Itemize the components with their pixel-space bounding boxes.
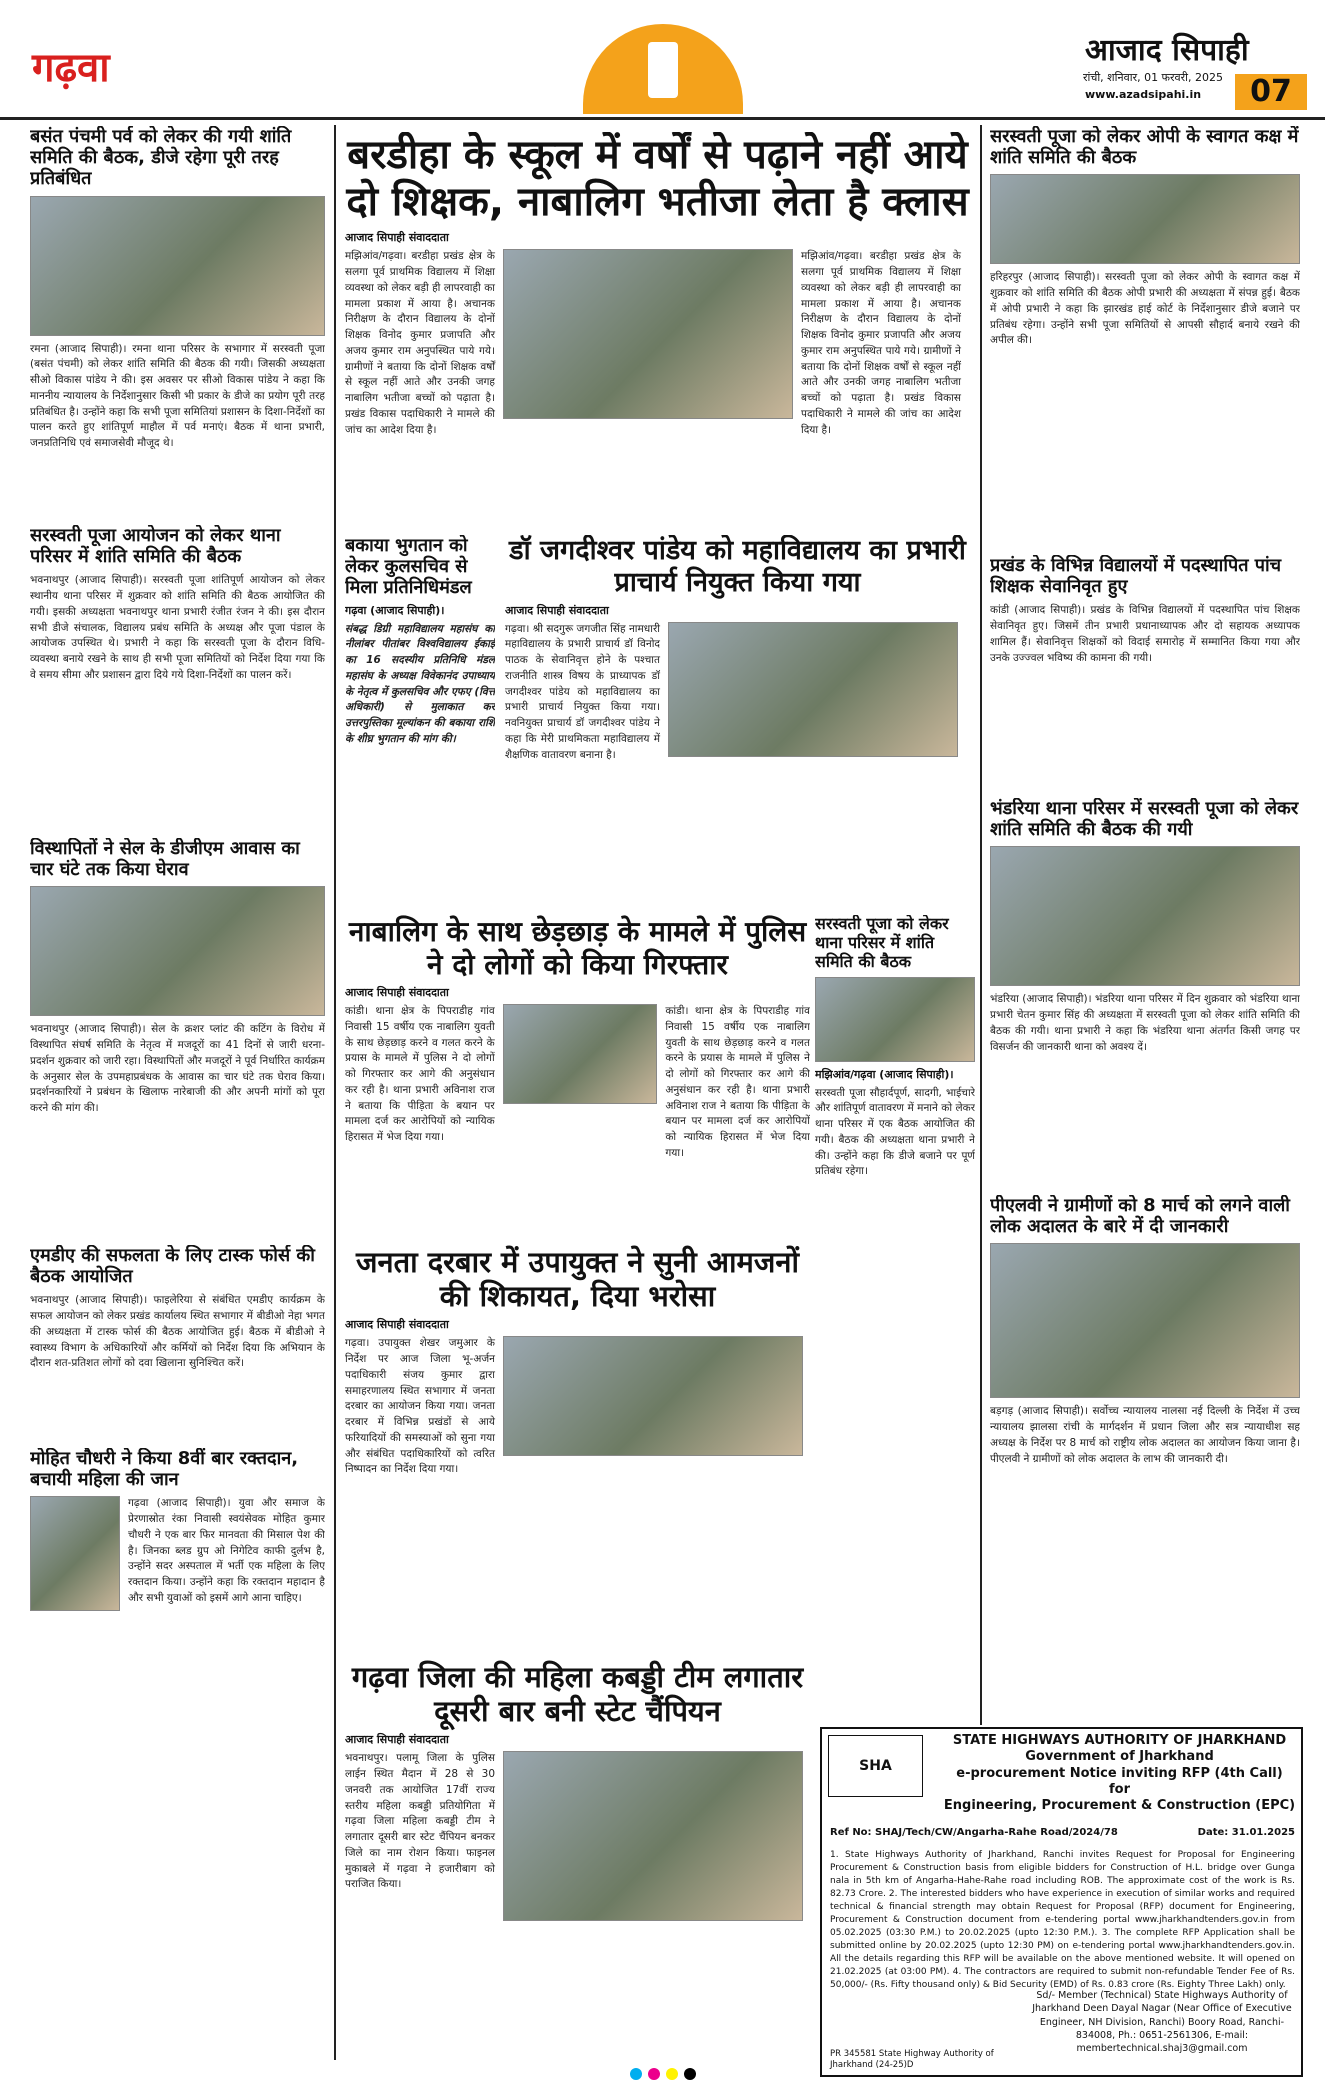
sha-logo: SHA bbox=[828, 1735, 923, 1797]
ad-date: Date: 31.01.2025 bbox=[1197, 1827, 1295, 1838]
headline: प्रखंड के विभिन्न विद्यालयों में पदस्थापित पांच शिक्षक सेवानिवृत हुए bbox=[990, 555, 1282, 598]
headline: बरडीहा के स्कूल में वर्षों से पढ़ाने नहीं आये दो शिक्षक, नाबालिग भतीजा लेता है क्लास bbox=[346, 132, 969, 226]
headline: मोहित चौधरी ने किया 8वीं बार रक्तदान, बचायी महिला की जान bbox=[30, 1448, 299, 1491]
pen-emblem-icon bbox=[583, 24, 743, 114]
story-body: भवनाथपुर (आजाद सिपाही)। सेल के क्रशर प्लांट की कटिंग के विरोध में विस्थापित संघर्ष समिति के नेतृत्व में मजदूरों का 41 दिनों से जारी धरना-प्रदर्शन शुक्रवार को जारी रहा। विस्थापितों और मजदूरों ने पूर्व निर्धारित कार्यक्रम के अनुसार सेल के उपमहाप्रबंधक के आवास का चार घंटे तक घेराव किया। प्रदर्शनकारियों ने प्रबंधन के खिलाफ नारेबाजी की और अपनी मांगों को पूरा करने की मांग की। bbox=[30, 1023, 325, 1115]
story-body: भवनाथपुर (आजाद सिपाही)। फाइलेरिया से संबंधित एमडीए कार्यक्रम के सफल आयोजन को लेकर प्रखंड कार्यालय स्थित सभागार में बीडीओ नेहा भगत की अध्यक्षता में टास्क फोर्स की बैठक आयोजित हुई। बैठक में बीडीओ ने स्वास्थ्य विभाग के अधिकारियों और कर्मियों को निर्देश दिया कि अभियान के दौरान शत-प्रतिशत लोगों को दवा खिलाना सुनिश्चित करें। bbox=[30, 1294, 325, 1370]
story-photo bbox=[30, 1496, 120, 1611]
headline: बसंत पंचमी पर्व को लेकर की गयी शांति समिति की बैठक, डीजे रहेगा पूरी तरह प्रतिबंधित bbox=[30, 126, 292, 190]
story-saraswati-majhiaon bbox=[815, 915, 975, 1275]
byline: आजाद सिपाही संवाददाता bbox=[345, 1318, 449, 1332]
headline: एमडीए की सफलता के लिए टास्क फोर्स की बैठक आयोजित bbox=[30, 1245, 315, 1288]
headline: सरस्वती पूजा को लेकर थाना परिसर में शांति समिति की बैठक bbox=[815, 915, 949, 971]
story-teachers-retired bbox=[990, 555, 1300, 790]
story-body-continued: मझिआंव/गढ़वा। बरडीहा प्रखंड क्षेत्र के सलगा पूर्व प्राथमिक विद्यालय में शिक्षा व्यवस्था को लेकर बड़ी ही लापरवाही का मामला प्रकाश में आया है। अचानक निरीक्षण के दौरान विद्यालय के दोनों शिक्षक विनोद कुमार प्रजापति और अजय कुमार राम अनुपस्थित पाये गये। ग्रामीणों ने बताया कि दोनों शिक्षक वर्षों से स्कूल नहीं आते और उनकी जगह नाबालिग भतीजा बच्चों को पढ़ाता है। प्रखंड विकास पदाधिकारी ने मामले की जांच का आदेश दिया है। bbox=[801, 250, 961, 436]
story-kabaddi-champion bbox=[345, 1660, 810, 2060]
story-blood-donation bbox=[30, 1448, 325, 2058]
story-photo bbox=[30, 886, 325, 1016]
column-rule bbox=[334, 125, 336, 2060]
ad-heading-line: e-procurement Notice inviting RFP (4th Call) bbox=[956, 1765, 1283, 1781]
ad-heading-line: Government of Jharkhand bbox=[1025, 1749, 1214, 1765]
story-body: भवनाथपुर (आजाद सिपाही)। सरस्वती पूजा शांतिपूर्ण आयोजन को लेकर स्थानीय थाना परिसर में शुक्रवार को शांति समिति की बैठक आयोजित की गयी। इसकी अध्यक्षता भवनाथपुर थाना प्रभारी रंजीत रंजन ने की। इस दौरान सभी डीजे संचालक, विद्यालय प्रबंध समिति के अध्यक्ष और पूजा पंडाल के आयोजक उपस्थित थे। प्रभारी ने कहा कि सरस्वती पूजा के दौरान विधि-व्यवस्था बनाये रखने के साथ ही सभी पूजा समितियों को निर्देश दिया गया कि वे समय सीमा और प्रशासन द्वारा दिये गये दिशा-निर्देशों का पालन करें। bbox=[30, 574, 325, 681]
byline: आजाद सिपाही संवाददाता bbox=[505, 603, 609, 617]
color-registration-marks bbox=[0, 2064, 1325, 2084]
headline: भंडरिया थाना परिसर में सरस्वती पूजा को लेकर शांति समिति की बैठक की गयी bbox=[990, 798, 1299, 841]
headline: नाबालिग के साथ छेड़छाड़ के मामले में पुलिस ने दो लोगों को किया गिरफ्तार bbox=[348, 915, 807, 982]
column-rule bbox=[980, 125, 982, 1725]
story-principal-appointed bbox=[505, 535, 970, 910]
story-body: गढ़वा (आजाद सिपाही)। युवा और समाज के प्रेरणास्रोत रंका निवासी स्वयंसेवक मोहित कुमार चौधरी ने एक बार फिर मानवता की मिसाल पेश की है। जिनका ब्लड ग्रुप ओ निगेटिव काफी दुर्लभ है, उन्होंने सदर अस्पताल में भर्ती एक महिला के लिए रक्तदान किया। उन्होंने कहा कि रक्तदान महादान है और सभी युवाओं को इसमें आगे आना चाहिए। bbox=[128, 1497, 325, 1604]
story-body: भवनाथपुर। पलामू जिला के पुलिस लाईन स्थित मैदान में 28 से 30 जनवरी तक आयोजित 17वीं राज्य स्तरीय महिला कबड्डी प्रतियोगिता में गढ़वा जिला महिला कबड्डी टीम ने लगातार दूसरी बार स्टेट चैंपियन बनकर जिले का नाम रोशन किया। फाइनल मुकाबले में गढ़वा ने हजारीबाग को पराजित किया। bbox=[345, 1752, 495, 1891]
story-lok-adalat bbox=[990, 1195, 1300, 1720]
headline: पीएलवी ने ग्रामीणों को 8 मार्च को लगने वाली लोक अदालत के बारे में दी जानकारी bbox=[990, 1195, 1290, 1238]
story-photo bbox=[990, 846, 1300, 986]
yellow-dot-icon bbox=[666, 2068, 678, 2080]
black-dot-icon bbox=[684, 2068, 696, 2080]
ad-meta bbox=[830, 1827, 1295, 1838]
story-saraswati-bhawnathpur bbox=[30, 525, 325, 830]
story-saraswati-hariharpur bbox=[990, 126, 1300, 546]
story-photo bbox=[503, 1336, 803, 1456]
story-photo-team bbox=[503, 1751, 803, 1921]
story-body: गढ़वा। श्री सदगुरू जगजीत सिंह नामधारी महाविद्यालय के प्रभारी प्राचार्य डॉ विनोद पाठक के सेवानिवृत्त होने के पश्चात राजनीति शास्त्र विषय के प्राध्यापक डॉ जगदीश्वर पांडेय को महाविद्यालय का प्रभारी प्राचार्य नियुक्त किया गया। नवनियुक्त प्राचार्य डॉ जगदीश्वर पांडेय ने कहा कि मेरी प्राथमिकता महाविद्यालय में शैक्षणिक वातावरण बनाना है। bbox=[505, 622, 660, 761]
story-janta-darbar bbox=[345, 1245, 810, 1655]
story-bhandariya-peace-meeting bbox=[990, 798, 1300, 1188]
website: www.azadsipahi.in bbox=[1085, 88, 1202, 101]
story-body: मझिआंव/गढ़वा। बरडीहा प्रखंड क्षेत्र के सलगा पूर्व प्राथमिक विद्यालय में शिक्षा व्यवस्था को लेकर बड़ी ही लापरवाही का मामला प्रकाश में आया है। अचानक निरीक्षण के दौरान विद्यालय के दोनों शिक्षक विनोद कुमार प्रजापति और अजय कुमार राम अनुपस्थित पाये गये। ग्रामीणों ने बताया कि दोनों शिक्षक वर्षों से स्कूल नहीं आते और उनकी जगह नाबालिग भतीजा बच्चों को पढ़ाता है। प्रखंड विकास पदाधिकारी ने मामले की जांच का आदेश दिया है। bbox=[345, 250, 495, 436]
headline: सरस्वती पूजा को लेकर ओपी के स्वागत कक्ष में शांति समिति की बैठक bbox=[990, 126, 1299, 169]
ad-body: 1. State Highways Authority of Jharkhand, Ranchi invites Request for Proposal for Engineering Procurement & Construction basis from eligible bidders for Construction of H.L. bridge over Gunga nala in 5th km of Angarha-Hahe-Rahe road including ROB. The approximate cost of the work is Rs. 82.73 Crore. 2. The interested bidders who have experience in execution of similar works and required technical & financial strength may obtain Request for Proposal (RFP) document for Engineering, Procurement & Construction document from e-tendering portal www.jharkhandtenders.gov.in from 05.02.2025 (03:30 P.M.) to 20.02.2025 (upto 12:30 P.M.). 3. The complete RFP Application shall be submitted online by 20.02.2025 (upto 12:30 PM) on e-tendering portal www.jharkhandtenders.gov.in. All the details regarding this RFP will be available on the above mentioned website. It will opened on 21.02.2025 (at 03:00 PM). 4. The contractors are required to submit non-refundable Tender Fee of Rs. 50,000/- (Rs. Fifty thousand only) & Bid Security (EMD) of Rs. 0.83 crore (Rs. Eighty Three Lakh) only. bbox=[830, 1850, 1295, 1991]
story-body: कांडी (आजाद सिपाही)। प्रखंड के विभिन्न विद्यालयों में पदस्थापित पांच शिक्षक सेवानिवृत हुए। जिसमें तीन प्रभारी प्रधानाध्यापक और दो सहायक अध्यापक शामिल हैं। सेवानिवृत्त शिक्षकों को विदाई समारोह में सम्मानित किया गया और उनके उज्ज्वल भविष्य की कामना की गयी। bbox=[990, 604, 1300, 664]
story-sail-gherao bbox=[30, 838, 325, 1238]
magenta-dot-icon bbox=[648, 2068, 660, 2080]
byline: आजाद सिपाही संवाददाता bbox=[345, 986, 449, 1000]
byline: मझिआंव/गढ़वा (आजाद सिपाही)। bbox=[815, 1067, 954, 1081]
ad-signature: Sd/- Member (Technical) State Highways Authority of Jharkhand Deen Dayal Nagar (Near Office of Executive Engineer, NH Division, Ranchi) Boory Road, Ranchi-834008, Ph.: 0651-2561306, E-mail: membertechnical.shaj3@gmail.com bbox=[1032, 1990, 1292, 2055]
story-basant-panchami bbox=[30, 126, 325, 516]
section-name: गढ़वा bbox=[32, 45, 110, 91]
story-photo bbox=[30, 196, 325, 336]
dateline: रांची, शनिवार, 01 फरवरी, 2025 bbox=[1083, 71, 1223, 84]
headline: सरस्वती पूजा आयोजन को लेकर थाना परिसर में शांति समिति की बैठक bbox=[30, 525, 281, 568]
story-body: गढ़वा। उपायुक्त शेखर जमुआर के निर्देश पर आज जिला भू-अर्जन पदाधिकारी संजय कुमार द्वारा समाहरणालय स्थित सभागार में जनता दरबार का आयोजन किया गया। जनता दरबार में विभिन्न प्रखंडों से आये फरियादियों की समस्याओं को सुना गया और संबंधित पदाधिकारियों को त्वरित निष्पादन का निर्देश दिया गया। bbox=[345, 1337, 495, 1476]
story-molestation-arrest bbox=[345, 915, 810, 1240]
headline: जनता दरबार में उपायुक्त ने सुनी आमजनों की शिकायत, दिया भरोसा bbox=[356, 1245, 799, 1314]
tender-advertisement bbox=[820, 1727, 1303, 2077]
story-body: रमना (आजाद सिपाही)। रमना थाना परिसर के सभागार में सरस्वती पूजा (बसंत पंचमी) को लेकर शांति समिति की बैठक की गयी। जिसकी अध्यक्षता सीओ विकास पांडेय ने की। इस अवसर पर सीओ विकास पांडेय ने कहा कि माननीय न्यायालय के निर्देशानुसार किसी भी प्रकार के डीजे का प्रयोग पूरी तरह प्रतिबंधित है। उन्होंने कहा कि सभी पूजा समितियां प्रशासन के दिशा-निर्देशों का पालन करते हुए शांतिपूर्ण माहौल में पर्व मनाएं। बैठक में थाना प्रभारी, जनप्रतिनिधि एवं समाजसेवी मौजूद थे। bbox=[30, 342, 325, 450]
headline: डॉ जगदीश्वर पांडेय को महाविद्यालय का प्रभारी प्राचार्य नियुक्त किया गया bbox=[509, 535, 966, 598]
page-number: 07 bbox=[1235, 74, 1307, 110]
story-mda-taskforce bbox=[30, 1245, 325, 1440]
ad-heading-line: for bbox=[1109, 1781, 1130, 1797]
story-body: संबद्ध डिग्री महाविद्यालय महासंघ का नीलांबर पीतांबर विश्वविद्यालय ईकाई का 16 सदस्यीय प्रतिनिधि मंडल महासंघ के अध्यक्ष विवेकानंद उपाध्याय के नेतृत्व में कुलसचिव और एफए (वित्त अधिकारी) से मुलाकात कर उत्तरपुस्तिका मूल्यांकन की बकाया राशि के शीघ्र भुगतान की मांग की। bbox=[345, 622, 495, 745]
ad-ref: Ref No: SHAJ/Tech/CW/Angarha-Rahe Road/2024/78 bbox=[830, 1827, 1118, 1838]
story-body: बड़गड़ (आजाद सिपाही)। सर्वोच्च न्यायालय नालसा नई दिल्ली के निर्देश में उच्च न्यायालय झालसा रांची के मार्गदर्शन में प्रधान जिला और सत्र न्यायाधीश सह अध्यक्ष के निर्देश पर 8 मार्च को राष्ट्रीय लोक अदालत का आयोजन किया जाना है। पीएलवी ने ग्रामीणों को लोक अदालत के लाभ की जानकारी दी। bbox=[990, 1405, 1300, 1465]
story-photo bbox=[503, 249, 793, 419]
lead-story-bardiha-school bbox=[345, 132, 970, 532]
story-body: सरस्वती पूजा सौहार्दपूर्ण, सादगी, भाईचारे और शांतिपूर्ण वातावरण में मनाने को लेकर थाना परिसर में एक बैठक आयोजित की गयी। बैठक की अध्यक्षता थाना प्रभारी ने की। उन्होंने कहा कि डीजे बजाने पर पूर्ण प्रतिबंध रहेगा। bbox=[815, 1086, 975, 1178]
headline: विस्थापितों ने सेल के डीजीएम आवास का चार घंटे तक किया घेराव bbox=[30, 838, 300, 881]
headline: बकाया भुगतान को लेकर कुलसचिव से मिला प्रतिनिधिमंडल bbox=[345, 535, 472, 599]
ad-heading bbox=[942, 1733, 1297, 1814]
byline: आजाद सिपाही संवाददाता bbox=[345, 231, 449, 245]
paper-name: आजाद सिपाही bbox=[1085, 33, 1249, 68]
story-photo bbox=[668, 622, 958, 757]
byline: गढ़वा (आजाद सिपाही)। bbox=[345, 603, 445, 617]
story-photo bbox=[815, 977, 975, 1062]
masthead bbox=[0, 0, 1325, 120]
byline: आजाद सिपाही संवाददाता bbox=[345, 1733, 449, 1747]
cyan-dot-icon bbox=[630, 2068, 642, 2080]
headline: गढ़वा जिला की महिला कबड्डी टीम लगातार दूसरी बार बनी स्टेट चैंपियन bbox=[351, 1660, 804, 1729]
story-photo bbox=[990, 1243, 1300, 1398]
ad-heading-line: STATE HIGHWAYS AUTHORITY OF JHARKHAND bbox=[952, 1733, 1287, 1748]
story-photo bbox=[990, 174, 1300, 264]
story-body-continued: कांडी। थाना क्षेत्र के पिपराडीह गांव निवासी 15 वर्षीय एक नाबालिग युवती के साथ छेड़छाड़ करने व गलत करने के प्रयास के मामले में पुलिस ने दो लोगों को गिरफ्तार कर आगे की अनुसंधान कर रही है। थाना प्रभारी अविनाश राज ने बताया कि पीड़िता के बयान पर मामला दर्ज कर आरोपियों को न्यायिक हिरासत में भेज दिया गया। bbox=[665, 1005, 810, 1159]
ad-heading-line: Engineering, Procurement & Construction (EPC) bbox=[943, 1798, 1296, 1813]
story-body: हरिहरपुर (आजाद सिपाही)। सरस्वती पूजा को लेकर ओपी के स्वागत कक्ष में शुक्रवार को शांति समिति की बैठक ओपी प्रभारी की अध्यक्षता में संपन्न हुई। बैठक में ओपी प्रभारी ने कहा कि झारखंड हाई कोर्ट के निर्देशानुसार डीजे बजाने पर प्रतिबंध रहेगा। उन्होंने सभी पूजा समितियों से आपसी सौहार्द बनाये रखने की अपील की। bbox=[990, 271, 1300, 347]
story-body: कांडी। थाना क्षेत्र के पिपराडीह गांव निवासी 15 वर्षीय एक नाबालिग युवती के साथ छेड़छाड़ करने व गलत करने के प्रयास के मामले में पुलिस ने दो लोगों को गिरफ्तार कर आगे की अनुसंधान कर रही है। थाना प्रभारी अविनाश राज ने बताया कि पीड़िता के बयान पर मामला दर्ज कर आरोपियों को न्यायिक हिरासत में भेज दिया गया। bbox=[345, 1005, 495, 1144]
story-dues-payment bbox=[345, 535, 495, 905]
story-body: भंडरिया (आजाद सिपाही)। भंडरिया थाना परिसर में दिन शुक्रवार को भंडरिया थाना प्रभारी चेतन कुमार सिंह की अध्यक्षता में सरस्वती पूजा को लेकर शांति समिति की बैठक की गयी। थाना प्रभारी ने कहा कि भंडरिया थाना अंतर्गत किसी जगह पर विसर्जन की जानकारी थाना को अवश्य दें। bbox=[990, 993, 1300, 1053]
ad-footnote: PR 345581 State Highway Authority of Jharkhand (24-25)D bbox=[830, 2049, 994, 2071]
story-photo-police-station bbox=[503, 1004, 658, 1104]
